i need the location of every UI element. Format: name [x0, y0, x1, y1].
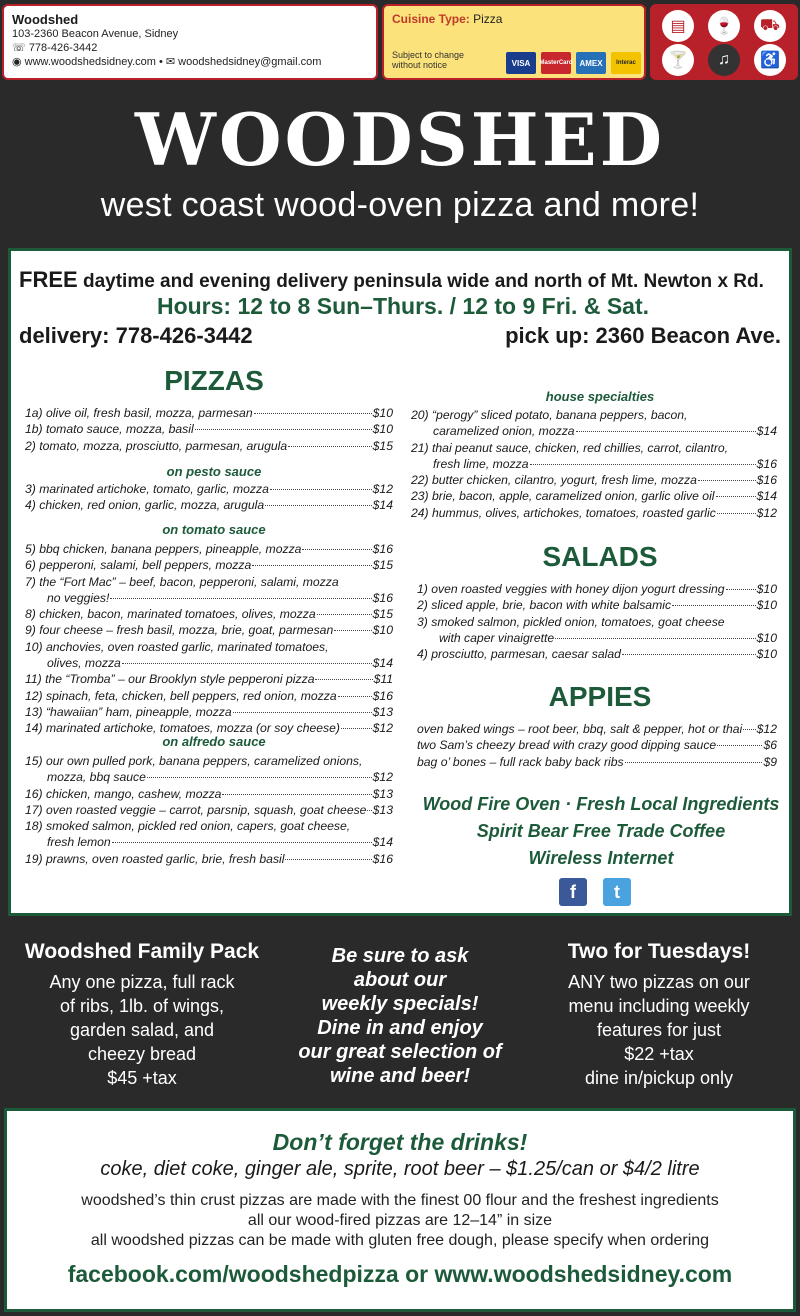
menu-item-price: $14: [372, 835, 393, 850]
twitter-icon[interactable]: t: [603, 878, 631, 906]
menu-item-text: 11) the “Tromba” – our Brooklyn style pepperoni pizza: [25, 672, 315, 687]
mastercard-icon: MasterCard: [541, 52, 571, 74]
contact-row: ◉ www.woodshedsidney.com • ✉ woodshedsidney@gmail.com: [12, 56, 322, 68]
restaurant-name: Woodshed: [12, 12, 79, 27]
menu-item-text: 16) chicken, mango, cashew, mozza: [25, 786, 222, 801]
leader-dots: [367, 810, 371, 811]
menu-item: [411, 488, 777, 504]
menu-item-text: 9) four cheese – fresh basil, mozza, brie, goat, parmesan: [25, 623, 334, 638]
menu-item: [417, 754, 777, 770]
tagline: west coast wood-oven pizza and more!: [100, 186, 700, 224]
menu-item-text: two Sam’s cheezy bread with crazy good dipping sauce: [417, 738, 717, 753]
menu-item: [25, 622, 393, 638]
menu-item: [25, 688, 393, 704]
delivery-icon: ⛟: [754, 10, 786, 42]
menu-item-text: 20) “perogy” sliced potato, banana peppers, bacon,: [411, 408, 688, 422]
menu-item-text: 8) chicken, bacon, marinated tomatoes, olives, mozza: [25, 607, 316, 622]
menu-item-text: 1b) tomato sauce, mozza, basil: [25, 422, 194, 437]
pizzas-heading: PIZZAS: [164, 365, 264, 396]
cuisine-box: [382, 4, 646, 80]
menu-item-text: 12) spinach, feta, chicken, bell peppers, red onion, mozza: [25, 688, 337, 703]
menu-item-text: 4) prosciutto, parmesan, caesar salad: [417, 647, 621, 662]
menu-item-price: $12: [756, 722, 777, 736]
menu-item-price: $14: [372, 498, 393, 513]
leader-dots: [743, 729, 755, 730]
menu-item-text: 4) chicken, red onion, garlic, mozza, arugula: [25, 498, 265, 513]
menu-item-price: $16: [756, 456, 777, 471]
menu-item-price: $11: [373, 672, 393, 687]
leader-dots: [110, 598, 371, 599]
menu-item-text: 2) tomato, mozza, prosciutto, parmesan, arugula: [25, 438, 288, 453]
menu-item-text: 19) prawns, oven roasted garlic, brie, fresh basil: [25, 851, 285, 866]
family-pack: Woodshed Family Pack Any one pizza, full rack of ribs, 1lb. of wings, garden salad, and cheezy bread $45 +tax: [24, 940, 260, 1088]
menu-item: [417, 737, 777, 753]
leader-dots: [265, 505, 372, 506]
promo-band: [0, 928, 800, 1104]
menu-item: [25, 481, 393, 497]
menu-item-text: 24) hummus, olives, artichokes, tomatoes, roasted garlic: [411, 505, 716, 520]
pickup-address: pick up: 2360 Beacon Ave.: [505, 323, 781, 348]
menu-item: [25, 421, 393, 437]
menu-item-text: 15) our own pulled pork, banana peppers, caramelized onions,: [25, 754, 363, 768]
address-box: [2, 4, 378, 80]
phone-icon: ☏: [12, 42, 29, 54]
menu-item-text: 10) anchovies, oven roasted garlic, marinated tomatoes,: [25, 639, 329, 654]
leader-dots: [698, 480, 756, 481]
menu-item-text: mozza, bbq sauce: [47, 770, 146, 785]
menu-item-text: 7) the “Fort Mac” – beef, bacon, pepperoni, salami, mozza: [25, 574, 339, 589]
menu-item: [25, 818, 393, 834]
menu-item-text: 18) smoked salmon, pickled red onion, capers, goat cheese,: [25, 819, 351, 834]
menu-item: [25, 671, 393, 687]
menu-item: [411, 407, 777, 423]
takeout-icon: ▤: [662, 10, 694, 42]
listing-strip: [0, 0, 800, 86]
leader-dots: [672, 605, 756, 606]
menu-panel: [8, 248, 792, 916]
menu-item-price: $16: [372, 590, 393, 605]
interac-card-icon: Interac: [611, 52, 641, 74]
globe-icon: ◉: [12, 56, 25, 68]
menu-item: [25, 834, 393, 850]
menu-item: [25, 590, 393, 606]
leader-dots: [233, 712, 372, 713]
leader-dots: [717, 745, 762, 746]
appies-list: [417, 721, 777, 770]
leader-dots: [555, 638, 755, 639]
address: 103-2360 Beacon Avenue, Sidney: [12, 28, 179, 40]
menu-item: [25, 786, 393, 802]
menu-item: [25, 769, 393, 785]
menu-item-price: $16: [372, 542, 393, 556]
music-icon: ♫: [708, 44, 740, 76]
menu-item: [417, 581, 777, 597]
menu-item-price: $10: [372, 422, 393, 437]
menu-item: [25, 655, 393, 671]
subject-to-change-note: Subject to change without notice: [392, 50, 465, 70]
drinks-list: coke, diet coke, ginger ale, sprite, root beer – $1.25/can or $4/2 litre: [100, 1158, 700, 1180]
menu-item-price: $14: [756, 424, 777, 439]
leader-dots: [112, 842, 372, 843]
menu-item: [411, 456, 777, 472]
menu-item-price: $12: [372, 482, 393, 496]
menu-item-text: fresh lemon: [47, 835, 111, 850]
leader-dots: [622, 654, 756, 655]
social-links: [559, 878, 631, 906]
leader-dots: [195, 429, 372, 430]
leader-dots: [716, 496, 756, 497]
facebook-icon[interactable]: f: [559, 878, 587, 906]
leader-dots: [717, 513, 756, 514]
menu-item-price: $10: [372, 406, 393, 420]
alfredo-heading: on alfredo sauce: [162, 734, 266, 749]
menu-item: [411, 423, 777, 439]
two-for-tuesdays: Two for Tuesdays! ANY two pizzas on our menu including weekly features for just $22 +tax dine in/pickup only: [567, 940, 751, 1088]
leader-dots: [530, 464, 756, 465]
leader-dots: [338, 696, 372, 697]
menu-item-price: $10: [756, 630, 777, 645]
menu-item: [411, 505, 777, 521]
tomato-heading: on tomato sauce: [162, 522, 266, 537]
menu-item-price: $16: [372, 851, 393, 866]
menu-item: [417, 597, 777, 613]
wine-icon: 🍷: [708, 10, 740, 42]
phone: 778-426-3442: [28, 42, 98, 54]
menu-item: [411, 440, 777, 456]
menu-item: [25, 574, 393, 590]
email-link[interactable]: woodshedsidney@gmail.com: [178, 56, 322, 68]
menu-item-text: 1) oven roasted veggies with honey dijon yogurt dressing: [417, 582, 725, 596]
menu-item-price: $10: [756, 582, 777, 596]
pesto-heading: on pesto sauce: [166, 464, 262, 479]
menu-item-text: 13) “hawaiian” ham, pineapple, mozza: [25, 704, 232, 719]
leader-dots: [122, 663, 372, 664]
menu-item-price: $13: [372, 786, 393, 801]
menu-item-price: $14: [756, 489, 777, 504]
menu-item-text: 6) pepperoni, salami, bell peppers, mozza: [25, 558, 252, 573]
payment-cards: [506, 52, 641, 74]
menu-item-price: $15: [372, 438, 393, 453]
salads-heading: SALADS: [542, 541, 658, 572]
menu-item-price: $10: [372, 623, 393, 638]
menu-item-price: $10: [756, 598, 777, 613]
menu-item-price: $16: [756, 473, 777, 488]
fine-print: woodshed’s thin crust pizzas are made with the finest 00 flour and the freshest ingredients all our wood-fired pizzas are 12–14” in size all woodshed pizzas can be made with gluten free dough, please specify when ordering: [81, 1192, 719, 1249]
menu-item-price: $15: [372, 558, 393, 573]
pesto-list: [25, 481, 393, 514]
menu-item: [25, 606, 393, 622]
house-heading: house specialties: [545, 389, 655, 404]
menu-item: [25, 438, 393, 454]
weekly-specials: Be sure to ask about our weekly specials! Dine in and enjoy our great selection of wine and beer!: [298, 945, 502, 1087]
leader-dots: [315, 679, 372, 680]
menu-item: [25, 851, 393, 867]
menu-item-text: 1a) olive oil, fresh basil, mozza, parmesan: [25, 406, 253, 420]
menu-item-text: 22) butter chicken, cilantro, yogurt, fresh lime, mozza: [411, 473, 697, 488]
amex-card-icon: AMEX: [576, 52, 606, 74]
phone-row: [12, 41, 368, 55]
menu-item: [25, 753, 393, 769]
menu-item: [25, 405, 393, 421]
menu-item-price: $12: [372, 721, 393, 736]
cocktail-icon: 🍸: [662, 44, 694, 76]
menu-item: [411, 472, 777, 488]
visa-card-icon: VISA: [506, 52, 536, 74]
leader-dots: [317, 614, 372, 615]
menu-item-text: oven baked wings – root beer, bbq, salt & pepper, hot or thai: [417, 722, 743, 736]
leader-dots: [334, 630, 371, 631]
menu-item-text: 14) marinated artichoke, tomatoes, mozza (or soy cheese): [25, 721, 340, 736]
menu-item-price: $6: [763, 738, 777, 753]
menu-item-price: $13: [372, 802, 393, 817]
house-list: [411, 407, 777, 521]
bottom-panel: [4, 1108, 796, 1312]
menu-item: [417, 630, 777, 646]
drinks-heading: Don’t forget the drinks!: [272, 1129, 528, 1155]
menu-item-text: 17) oven roasted veggie – carrot, parsnip, squash, goat cheese: [25, 802, 367, 817]
menu-item-text: 3) marinated artichoke, tomato, garlic, mozza: [25, 482, 269, 496]
menu-item-text: 3) smoked salmon, pickled onion, tomatoes, goat cheese: [417, 614, 725, 629]
menu-item: [25, 704, 393, 720]
menu-item: [417, 614, 777, 630]
leader-dots: [254, 413, 372, 414]
menu-item-price: $13: [372, 704, 393, 719]
leader-dots: [222, 794, 371, 795]
menu-item-text: with caper vinaigrette: [439, 630, 555, 645]
cuisine-type: Cuisine Type: Pizza: [392, 12, 503, 26]
salads-list: [417, 581, 777, 662]
menu-item-price: $12: [372, 770, 393, 785]
mail-icon: ✉: [165, 56, 179, 68]
amenities-box: [650, 4, 798, 80]
menu-item: [25, 557, 393, 573]
leader-dots: [726, 589, 756, 590]
menu-item: [417, 646, 777, 662]
features: Wood Fire Oven · Fresh Local Ingredients Spirit Bear Free Trade Coffee Wireless Internet: [422, 794, 780, 868]
appies-heading: APPIES: [548, 681, 652, 712]
header-band: [0, 86, 800, 246]
menu-item: [25, 639, 393, 655]
menu-item-text: no veggies!: [47, 590, 110, 605]
alfredo-list: [25, 753, 393, 867]
wheelchair-icon: ♿: [754, 44, 786, 76]
leader-dots: [341, 728, 372, 729]
hours: Hours: 12 to 8 Sun–Thurs. / 12 to 9 Fri. & Sat.: [156, 293, 650, 319]
leader-dots: [147, 777, 372, 778]
menu-item-price: $14: [372, 656, 393, 671]
menu-item-text: bag o’ bones – full rack baby back ribs: [417, 754, 624, 769]
menu-item: [417, 721, 777, 737]
website-link[interactable]: www.woodshedsidney.com: [24, 56, 156, 68]
free-delivery-line: FREE daytime and evening delivery peninsula wide and north of Mt. Newton x Rd.: [19, 267, 764, 292]
delivery-phone: delivery: 778-426-3442: [19, 323, 253, 348]
menu-item: [25, 541, 393, 557]
leader-dots: [285, 859, 371, 860]
menu-item-text: 2) sliced apple, brie, bacon with white balsamic: [417, 598, 672, 613]
web-links[interactable]: facebook.com/woodshedpizza or www.woodshedsidney.com: [67, 1261, 733, 1287]
logo: WOODSHED: [134, 97, 666, 182]
menu-item-price: $10: [756, 647, 777, 662]
menu-item-text: olives, mozza: [47, 656, 121, 671]
leader-dots: [302, 549, 371, 550]
menu-item-price: $12: [756, 505, 777, 520]
menu-item-text: 23) brie, bacon, apple, caramelized onion, garlic olive oil: [411, 489, 715, 504]
menu-item: [25, 497, 393, 513]
leader-dots: [288, 446, 372, 447]
menu-item-price: $9: [763, 754, 777, 769]
menu-item: [25, 802, 393, 818]
leader-dots: [252, 565, 371, 566]
menu-item-text: 21) thai peanut sauce, chicken, red chillies, carrot, cilantro,: [411, 440, 729, 455]
menu-item-text: fresh lime, mozza: [433, 456, 529, 471]
menu-item-price: $16: [372, 688, 393, 703]
menu-item-price: $15: [372, 607, 393, 622]
menu-item-text: caramelized onion, mozza: [433, 424, 575, 439]
leader-dots: [270, 489, 372, 490]
leader-dots: [625, 762, 763, 763]
menu-item-text: 5) bbq chicken, banana peppers, pineapple, mozza: [25, 542, 302, 556]
pizza-list: [25, 405, 393, 454]
leader-dots: [576, 431, 756, 432]
tomato-list: [25, 541, 393, 737]
